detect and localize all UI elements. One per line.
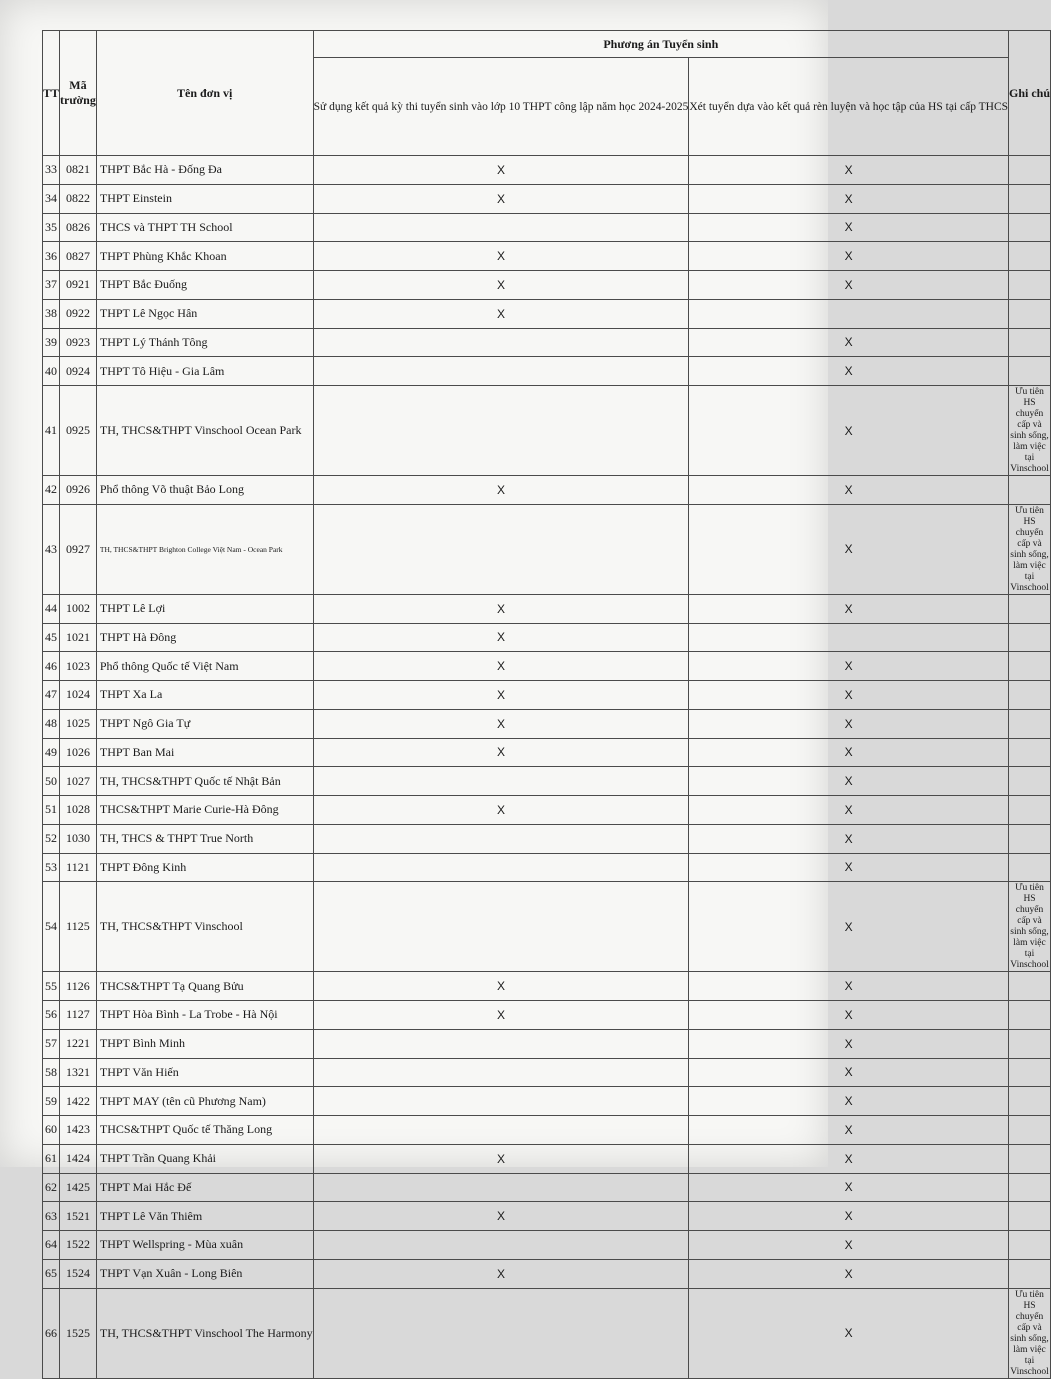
cell-col-a-mark — [313, 504, 689, 594]
cell-ghi-chu — [1009, 738, 1051, 767]
cell-col-b-mark: X — [689, 1058, 1009, 1087]
cell-ghi-chu — [1009, 709, 1051, 738]
cell-ghi-chu — [1009, 796, 1051, 825]
cell-col-b-mark: X — [689, 652, 1009, 681]
cell-col-a-mark: X — [313, 299, 689, 328]
cell-col-a-mark: X — [313, 594, 689, 623]
cell-ma-truong: 0822 — [60, 184, 97, 213]
cell-ghi-chu — [1009, 299, 1051, 328]
cell-ghi-chu — [1009, 594, 1051, 623]
cell-col-a-mark: X — [313, 972, 689, 1001]
table-row — [43, 1029, 1051, 1058]
cell-ghi-chu — [1009, 853, 1051, 882]
cell-tt: 34 — [43, 184, 60, 213]
cell-ma-truong: 1026 — [60, 738, 97, 767]
cell-col-b-mark: X — [689, 681, 1009, 710]
cell-col-b-mark: X — [689, 1116, 1009, 1145]
cell-ma-truong: 1030 — [60, 824, 97, 853]
cell-ghi-chu — [1009, 1001, 1051, 1030]
cell-col-b-mark: X — [689, 1029, 1009, 1058]
cell-ghi-chu — [1009, 972, 1051, 1001]
table-row — [43, 184, 1051, 213]
cell-tt: 46 — [43, 652, 60, 681]
header-tt: TT — [43, 31, 60, 156]
cell-ten-don-vi: THPT Lê Văn Thiêm — [96, 1202, 313, 1231]
table-row — [43, 386, 1051, 476]
cell-ma-truong: 0827 — [60, 242, 97, 271]
cell-ten-don-vi: THPT Hà Đông — [96, 623, 313, 652]
cell-col-b-mark: X — [689, 594, 1009, 623]
cell-ten-don-vi: THCS&THPT Quốc tế Thăng Long — [96, 1116, 313, 1145]
cell-ma-truong: 0922 — [60, 299, 97, 328]
cell-tt: 56 — [43, 1001, 60, 1030]
table-row — [43, 476, 1051, 505]
cell-tt: 59 — [43, 1087, 60, 1116]
cell-col-b-mark: X — [689, 504, 1009, 594]
cell-col-a-mark — [313, 882, 689, 972]
cell-ma-truong: 0927 — [60, 504, 97, 594]
cell-ten-don-vi: THPT Vạn Xuân - Long Biên — [96, 1259, 313, 1288]
cell-col-b-mark: X — [689, 709, 1009, 738]
cell-ten-don-vi: THPT Tô Hiệu - Gia Lâm — [96, 357, 313, 386]
cell-ma-truong: 1025 — [60, 709, 97, 738]
cell-col-a-mark — [313, 213, 689, 242]
header-col-b: Xét tuyển dựa vào kết quả rèn luyện và học tập của HS tại cấp THCS — [689, 58, 1009, 156]
cell-col-a-mark: X — [313, 1001, 689, 1030]
cell-col-a-mark: X — [313, 652, 689, 681]
cell-ten-don-vi: THPT Bắc Hà - Đống Đa — [96, 156, 313, 185]
cell-ghi-chu — [1009, 213, 1051, 242]
table-row — [43, 824, 1051, 853]
table-row — [43, 156, 1051, 185]
cell-col-b-mark: X — [689, 1087, 1009, 1116]
table-row — [43, 504, 1051, 594]
table-row — [43, 882, 1051, 972]
cell-ma-truong: 1221 — [60, 1029, 97, 1058]
cell-col-a-mark — [313, 328, 689, 357]
cell-tt: 66 — [43, 1288, 60, 1378]
cell-col-a-mark — [313, 853, 689, 882]
table-row — [43, 271, 1051, 300]
cell-col-b-mark: X — [689, 184, 1009, 213]
cell-ma-truong: 1521 — [60, 1202, 97, 1231]
cell-col-b-mark: X — [689, 1173, 1009, 1202]
cell-ten-don-vi: TH, THCS & THPT True North — [96, 824, 313, 853]
cell-ma-truong: 1525 — [60, 1288, 97, 1378]
cell-col-a-mark — [313, 824, 689, 853]
cell-ghi-chu — [1009, 184, 1051, 213]
cell-ghi-chu — [1009, 1116, 1051, 1145]
cell-ten-don-vi: THPT Trần Quang Khải — [96, 1144, 313, 1173]
table-row — [43, 652, 1051, 681]
cell-tt: 43 — [43, 504, 60, 594]
cell-ten-don-vi: THPT Bắc Đuống — [96, 271, 313, 300]
cell-tt: 51 — [43, 796, 60, 825]
cell-ma-truong: 0821 — [60, 156, 97, 185]
cell-ma-truong: 1524 — [60, 1259, 97, 1288]
cell-col-b-mark: X — [689, 1288, 1009, 1378]
cell-ma-truong: 1422 — [60, 1087, 97, 1116]
cell-col-b-mark: X — [689, 824, 1009, 853]
cell-col-b-mark — [689, 299, 1009, 328]
cell-ten-don-vi: Phổ thông Võ thuật Bảo Long — [96, 476, 313, 505]
cell-ghi-chu — [1009, 271, 1051, 300]
cell-col-b-mark: X — [689, 853, 1009, 882]
cell-tt: 63 — [43, 1202, 60, 1231]
cell-ghi-chu: Ưu tiên HS chuyển cấp và sinh sống, làm việc tại Vinschool — [1010, 505, 1049, 593]
cell-ghi-chu — [1009, 824, 1051, 853]
cell-col-a-mark — [313, 1116, 689, 1145]
cell-ma-truong: 0924 — [60, 357, 97, 386]
cell-ma-truong: 1027 — [60, 767, 97, 796]
admission-table — [42, 30, 1051, 1379]
header-col-a: Sử dụng kết quả kỳ thi tuyển sinh vào lớp 10 THPT công lập năm học 2024-2025 — [313, 58, 689, 156]
cell-ma-truong: 1321 — [60, 1058, 97, 1087]
cell-tt: 64 — [43, 1231, 60, 1260]
cell-ghi-chu: Ưu tiên HS chuyển cấp và sinh sống, làm việc tại Vinschool — [1010, 1289, 1049, 1377]
cell-ten-don-vi: THPT Ban Mai — [96, 738, 313, 767]
cell-col-a-mark — [313, 1058, 689, 1087]
cell-ten-don-vi: THCS&THPT Marie Curie-Hà Đông — [96, 796, 313, 825]
cell-ma-truong: 1125 — [60, 882, 97, 972]
cell-ten-don-vi: TH, THCS&THPT Quốc tế Nhật Bản — [96, 767, 313, 796]
cell-ten-don-vi: THPT Xa La — [96, 681, 313, 710]
cell-col-a-mark — [313, 1288, 689, 1378]
cell-tt: 62 — [43, 1173, 60, 1202]
cell-tt: 37 — [43, 271, 60, 300]
cell-ten-don-vi: THPT Wellspring - Mùa xuân — [96, 1231, 313, 1260]
cell-tt: 60 — [43, 1116, 60, 1145]
cell-col-a-mark: X — [313, 476, 689, 505]
cell-col-b-mark: X — [689, 213, 1009, 242]
cell-tt: 45 — [43, 623, 60, 652]
cell-ten-don-vi: THPT MAY (tên cũ Phương Nam) — [96, 1087, 313, 1116]
cell-ten-don-vi: THPT Phùng Khắc Khoan — [96, 242, 313, 271]
cell-tt: 44 — [43, 594, 60, 623]
table-row — [43, 796, 1051, 825]
cell-ten-don-vi: TH, THCS&THPT Vinschool — [96, 882, 313, 972]
cell-col-b-mark: X — [689, 156, 1009, 185]
table-row — [43, 623, 1051, 652]
cell-tt: 41 — [43, 386, 60, 476]
table-row — [43, 1058, 1051, 1087]
cell-ghi-chu — [1009, 1058, 1051, 1087]
cell-tt: 33 — [43, 156, 60, 185]
table-row — [43, 328, 1051, 357]
cell-col-a-mark: X — [313, 1259, 689, 1288]
table-row — [43, 681, 1051, 710]
cell-ghi-chu — [1009, 357, 1051, 386]
table-row — [43, 242, 1051, 271]
cell-tt: 39 — [43, 328, 60, 357]
table-body — [43, 156, 1051, 1379]
table-row — [43, 299, 1051, 328]
table-row — [43, 738, 1051, 767]
cell-col-a-mark — [313, 1087, 689, 1116]
cell-col-a-mark — [313, 386, 689, 476]
cell-col-b-mark: X — [689, 1231, 1009, 1260]
cell-ghi-chu — [1009, 328, 1051, 357]
cell-col-b-mark: X — [689, 882, 1009, 972]
table-row — [43, 853, 1051, 882]
cell-ten-don-vi: TH, THCS&THPT Vinschool The Harmony — [96, 1288, 313, 1378]
cell-col-b-mark: X — [689, 328, 1009, 357]
cell-ma-truong: 1522 — [60, 1231, 97, 1260]
table-row — [43, 1144, 1051, 1173]
cell-ma-truong: 1024 — [60, 681, 97, 710]
cell-tt: 48 — [43, 709, 60, 738]
cell-ten-don-vi: THPT Hòa Bình - La Trobe - Hà Nội — [96, 1001, 313, 1030]
cell-ma-truong: 0926 — [60, 476, 97, 505]
table-row — [43, 1087, 1051, 1116]
cell-col-b-mark: X — [689, 796, 1009, 825]
cell-col-b-mark: X — [689, 972, 1009, 1001]
cell-ma-truong: 1021 — [60, 623, 97, 652]
cell-ma-truong: 1127 — [60, 1001, 97, 1030]
cell-tt: 55 — [43, 972, 60, 1001]
cell-ten-don-vi: TH, THCS&THPT Vinschool Ocean Park — [96, 386, 313, 476]
cell-ten-don-vi: THCS và THPT TH School — [96, 213, 313, 242]
cell-ma-truong: 1121 — [60, 853, 97, 882]
header-ma-truong: Mã trường — [60, 31, 97, 156]
cell-ten-don-vi: TH, THCS&THPT Brighton College Việt Nam - Ocean Park — [96, 504, 313, 594]
cell-col-a-mark: X — [313, 156, 689, 185]
cell-ghi-chu — [1009, 767, 1051, 796]
cell-tt: 40 — [43, 357, 60, 386]
header-ghi-chu: Ghi chú — [1009, 31, 1051, 156]
cell-col-b-mark: X — [689, 767, 1009, 796]
cell-col-b-mark: X — [689, 1144, 1009, 1173]
cell-ghi-chu — [1009, 476, 1051, 505]
cell-ten-don-vi: THPT Lê Ngọc Hân — [96, 299, 313, 328]
cell-col-a-mark — [313, 357, 689, 386]
cell-col-b-mark: X — [689, 1001, 1009, 1030]
cell-ghi-chu: Ưu tiên HS chuyển cấp và sinh sống, làm việc tại Vinschool — [1010, 883, 1049, 971]
cell-ghi-chu — [1009, 1231, 1051, 1260]
cell-ma-truong: 1002 — [60, 594, 97, 623]
cell-ghi-chu — [1009, 623, 1051, 652]
table-row — [43, 1288, 1051, 1378]
table-row — [43, 357, 1051, 386]
cell-col-a-mark: X — [313, 1202, 689, 1231]
cell-col-b-mark: X — [689, 386, 1009, 476]
table-row — [43, 972, 1051, 1001]
cell-tt: 65 — [43, 1259, 60, 1288]
table-row — [43, 1231, 1051, 1260]
cell-col-a-mark: X — [313, 796, 689, 825]
cell-col-a-mark: X — [313, 242, 689, 271]
table-row — [43, 213, 1051, 242]
cell-tt: 50 — [43, 767, 60, 796]
cell-ten-don-vi: THPT Ngô Gia Tự — [96, 709, 313, 738]
cell-ma-truong: 1425 — [60, 1173, 97, 1202]
cell-ten-don-vi: THPT Văn Hiến — [96, 1058, 313, 1087]
cell-ten-don-vi: Phổ thông Quốc tế Việt Nam — [96, 652, 313, 681]
cell-col-a-mark — [313, 767, 689, 796]
cell-col-b-mark: X — [689, 271, 1009, 300]
cell-tt: 49 — [43, 738, 60, 767]
table-row — [43, 594, 1051, 623]
cell-col-b-mark: X — [689, 1259, 1009, 1288]
table-row — [43, 1259, 1051, 1288]
cell-col-a-mark: X — [313, 738, 689, 767]
cell-col-a-mark: X — [313, 623, 689, 652]
cell-col-b-mark: X — [689, 1202, 1009, 1231]
header-ten-don-vi: Tên đơn vị — [96, 31, 313, 156]
cell-col-b-mark: X — [689, 476, 1009, 505]
table-row — [43, 1116, 1051, 1145]
header-phuong-an: Phương án Tuyển sinh — [313, 31, 1008, 58]
cell-ma-truong: 1023 — [60, 652, 97, 681]
cell-col-a-mark: X — [313, 271, 689, 300]
cell-col-b-mark: X — [689, 242, 1009, 271]
cell-ma-truong: 0921 — [60, 271, 97, 300]
cell-ghi-chu — [1009, 1029, 1051, 1058]
cell-ghi-chu — [1009, 1173, 1051, 1202]
table-row — [43, 709, 1051, 738]
cell-col-a-mark — [313, 1029, 689, 1058]
cell-ghi-chu — [1009, 242, 1051, 271]
cell-ghi-chu — [1009, 1087, 1051, 1116]
cell-tt: 36 — [43, 242, 60, 271]
cell-col-a-mark: X — [313, 709, 689, 738]
cell-ma-truong: 1028 — [60, 796, 97, 825]
cell-ghi-chu — [1009, 1202, 1051, 1231]
table-row — [43, 1001, 1051, 1030]
cell-tt: 54 — [43, 882, 60, 972]
table-row — [43, 1173, 1051, 1202]
cell-ma-truong: 0826 — [60, 213, 97, 242]
cell-ma-truong: 0925 — [60, 386, 97, 476]
cell-ma-truong: 1423 — [60, 1116, 97, 1145]
cell-ten-don-vi: THPT Lý Thánh Tông — [96, 328, 313, 357]
cell-ten-don-vi: THPT Lê Lợi — [96, 594, 313, 623]
cell-tt: 52 — [43, 824, 60, 853]
cell-ten-don-vi: THCS&THPT Tạ Quang Bửu — [96, 972, 313, 1001]
table-row — [43, 1202, 1051, 1231]
cell-tt: 38 — [43, 299, 60, 328]
table-row — [43, 767, 1051, 796]
cell-ten-don-vi: THPT Mai Hắc Đế — [96, 1173, 313, 1202]
cell-tt: 42 — [43, 476, 60, 505]
cell-col-a-mark: X — [313, 1144, 689, 1173]
cell-ma-truong: 0923 — [60, 328, 97, 357]
cell-col-a-mark: X — [313, 184, 689, 213]
cell-tt: 57 — [43, 1029, 60, 1058]
cell-ten-don-vi: THPT Bình Minh — [96, 1029, 313, 1058]
cell-col-a-mark — [313, 1231, 689, 1260]
cell-col-b-mark — [689, 623, 1009, 652]
cell-ten-don-vi: THPT Einstein — [96, 184, 313, 213]
cell-col-b-mark: X — [689, 357, 1009, 386]
cell-ghi-chu — [1009, 681, 1051, 710]
cell-ghi-chu — [1009, 1144, 1051, 1173]
cell-tt: 47 — [43, 681, 60, 710]
cell-tt: 35 — [43, 213, 60, 242]
cell-col-b-mark: X — [689, 738, 1009, 767]
cell-ma-truong: 1126 — [60, 972, 97, 1001]
cell-ghi-chu — [1009, 156, 1051, 185]
cell-col-a-mark: X — [313, 681, 689, 710]
cell-tt: 61 — [43, 1144, 60, 1173]
cell-ma-truong: 1424 — [60, 1144, 97, 1173]
cell-ghi-chu: Ưu tiên HS chuyển cấp và sinh sống, làm việc tại Vinschool — [1010, 387, 1049, 474]
cell-ten-don-vi: THPT Đông Kinh — [96, 853, 313, 882]
cell-col-a-mark — [313, 1173, 689, 1202]
cell-ghi-chu — [1009, 1259, 1051, 1288]
cell-ghi-chu — [1009, 652, 1051, 681]
cell-tt: 53 — [43, 853, 60, 882]
cell-tt: 58 — [43, 1058, 60, 1087]
